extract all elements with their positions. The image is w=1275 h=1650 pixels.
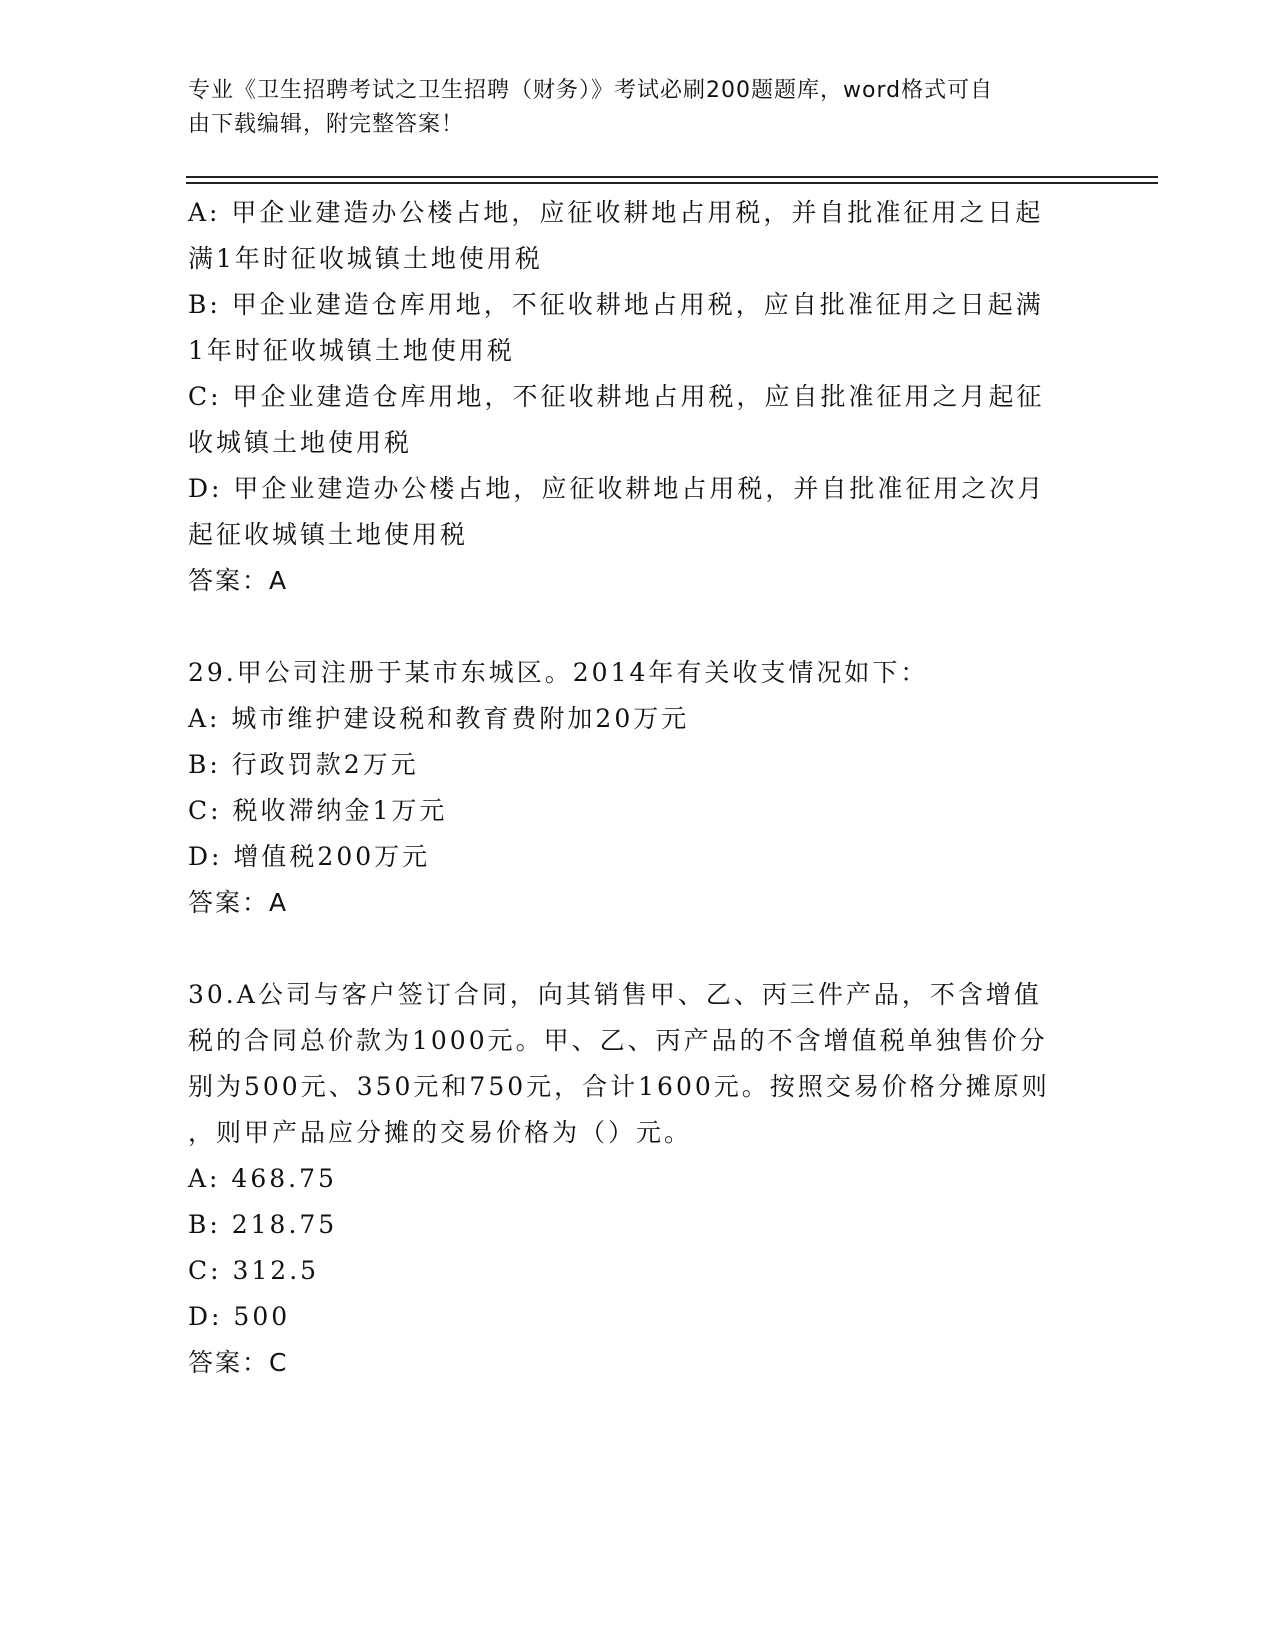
answer-line: 答案：A	[188, 888, 289, 917]
header-divider-top	[186, 176, 1158, 178]
option-b-line-2: 1年时征收城镇土地使用税	[188, 336, 515, 365]
option-d-line-1: D: 甲企业建造办公楼占地，应征收耕地占用税，并自批准征用之次月	[188, 474, 1046, 503]
document-header	[188, 74, 1068, 142]
option-c: C: 税收滞纳金1万元	[188, 796, 448, 825]
question-stem-line-3: 别为500元、350元和750元，合计1600元。按照交易价格分摊原则	[188, 1072, 1050, 1101]
header-line-1: 专业《卫生招聘考试之卫生招聘（财务）》考试必刷200题题库，word格式可自	[188, 78, 994, 103]
question-29	[188, 650, 1078, 926]
option-a: A: 城市维护建设税和教育费附加20万元	[188, 704, 690, 733]
option-c	[188, 374, 1078, 466]
option-d: D: 增值税200万元	[188, 842, 431, 871]
option-c-line-1: C: 甲企业建造仓库用地，不征收耕地占用税，应自批准征用之月起征	[188, 382, 1045, 411]
question-stem: 29.甲公司注册于某市东城区。2014年有关收支情况如下：	[188, 658, 929, 687]
option-b: B: 行政罚款2万元	[188, 750, 419, 779]
question-stem-line-2: 税的合同总价款为1000元。甲、乙、丙产品的不含增值税单独售价分	[188, 1026, 1048, 1055]
option-a-line-1: A: 甲企业建造办公楼占地，应征收耕地占用税，并自批准征用之日起	[188, 198, 1044, 227]
option-d-line-2: 起征收城镇土地使用税	[188, 520, 469, 549]
header-divider-bottom	[186, 182, 1158, 184]
header-line-2: 由下载编辑，附完整答案！	[188, 112, 465, 137]
option-d: D: 500	[188, 1302, 291, 1331]
question-30	[188, 972, 1078, 1386]
answer-line: 答案：C	[188, 1348, 289, 1377]
question-stem-line-4: ，则甲产品应分摊的交易价格为（）元。	[188, 1118, 693, 1147]
question-28	[188, 190, 1078, 604]
option-a: A: 468.75	[188, 1164, 337, 1193]
option-b: B: 218.75	[188, 1210, 338, 1239]
option-b	[188, 282, 1078, 374]
option-d	[188, 466, 1078, 558]
option-a	[188, 190, 1078, 282]
option-c-line-2: 收城镇土地使用税	[188, 428, 413, 457]
question-content	[188, 190, 1078, 1386]
option-c: C: 312.5	[188, 1256, 320, 1285]
question-stem-line-1: 30.A公司与客户签订合同，向其销售甲、乙、丙三件产品，不含增值	[188, 980, 1042, 1009]
option-b-line-1: B: 甲企业建造仓库用地，不征收耕地占用税，应自批准征用之日起满	[188, 290, 1044, 319]
option-a-line-2: 满1年时征收城镇土地使用税	[188, 244, 543, 273]
spacer	[188, 604, 1078, 650]
spacer	[188, 926, 1078, 972]
answer-line: 答案：A	[188, 566, 289, 595]
